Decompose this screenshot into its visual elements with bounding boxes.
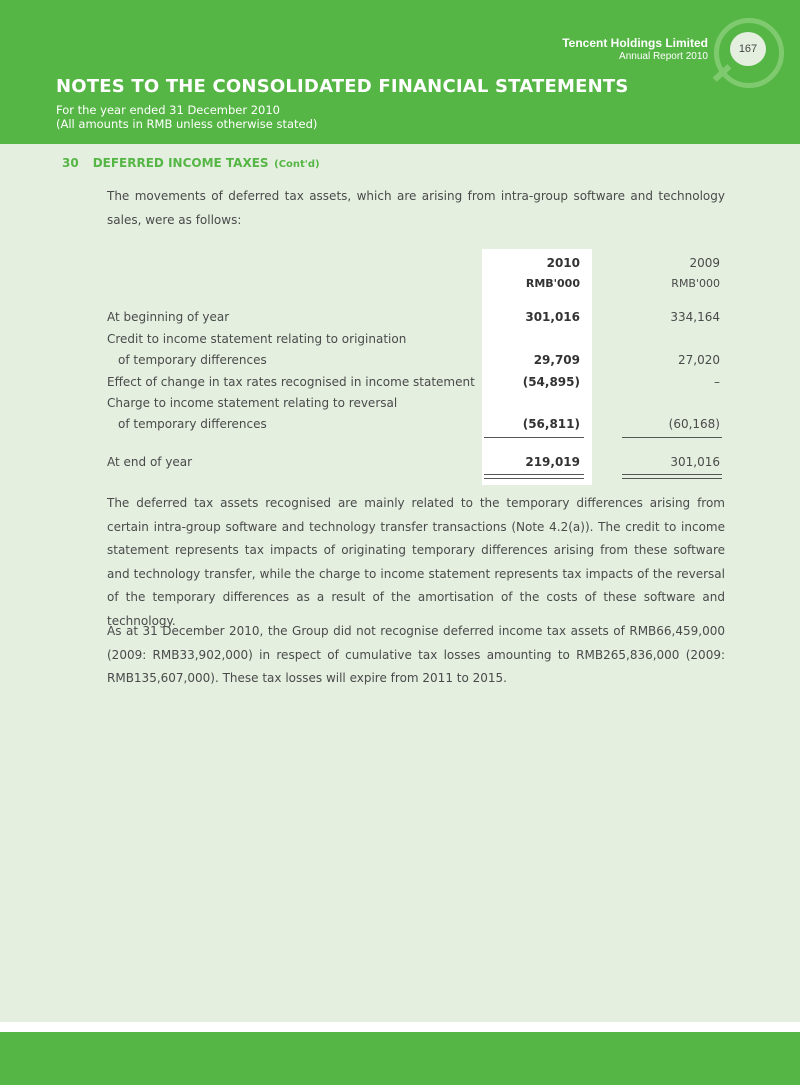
table-cell-2009: (60,168)	[668, 417, 720, 431]
table-row-label: Charge to income statement relating to reversal	[107, 396, 398, 410]
page-title: NOTES TO THE CONSOLIDATED FINANCIAL STATEMENTS	[56, 76, 629, 97]
table-cell-2009: 334,164	[670, 310, 720, 324]
table-cell-2009: –	[714, 375, 720, 389]
page-number: 167	[730, 32, 766, 66]
total-rule-bottom-2009	[622, 478, 722, 479]
brand-block	[562, 36, 708, 63]
table-row-label: of temporary differences	[118, 417, 267, 431]
unit-header-2010: RMB'000	[525, 277, 580, 290]
subtitle-line-1: For the year ended 31 December 2010	[56, 103, 281, 117]
total-rule-bottom-2010	[484, 478, 584, 479]
column-header-2009: 2009	[689, 256, 720, 270]
table-cell-2009: 27,020	[678, 353, 720, 367]
page-footer	[0, 1032, 800, 1085]
section-heading	[62, 152, 320, 171]
table-row-label: of temporary differences	[118, 353, 267, 367]
table-cell-2010: (54,895)	[522, 375, 580, 389]
table-row-label: Credit to income statement relating to origination	[107, 332, 407, 346]
page-header	[0, 0, 800, 144]
page-subtitle	[56, 103, 317, 131]
report-name: Annual Report 2010	[619, 51, 708, 62]
subtitle-line-2: (All amounts in RMB unless otherwise stated)	[56, 117, 318, 131]
unit-header-2009: RMB'000	[671, 277, 720, 290]
section-continued: (Cont'd)	[274, 159, 320, 170]
explanation-paragraph: The deferred tax assets recognised are mainly related to the temporary differences arising from certain intra-group software and technology transfer transactions (Note 4.2(a)). The credit to income statement represents tax impacts of originating temporary differences arising from these software and technology transfer, while the charge to income statement represents tax impacts of the reversal of the temporary differences as a result of the amortisation of the costs of these software and technology.	[107, 496, 725, 628]
total-rule-top-2009	[622, 474, 722, 475]
subtotal-rule-2010	[484, 437, 584, 438]
column-header-2010: 2010	[546, 256, 580, 270]
table-cell-2010: 219,019	[525, 455, 580, 469]
section-number: 30	[62, 156, 79, 170]
table-row-label: At beginning of year	[107, 310, 230, 324]
subtotal-rule-2009	[622, 437, 722, 438]
total-rule-top-2010	[484, 474, 584, 475]
company-name: Tencent Holdings Limited	[562, 36, 708, 50]
table-cell-2010: 29,709	[533, 353, 580, 367]
intro-paragraph: The movements of deferred tax assets, which are arising from intra-group software and technology sales, were as follows:	[107, 189, 725, 227]
table-row-label: Effect of change in tax rates recognised in income statement	[107, 375, 475, 389]
section-title: DEFERRED INCOME TAXES	[92, 156, 269, 170]
table-row-label: At end of year	[107, 455, 193, 469]
footer-divider	[0, 1022, 800, 1032]
table-cell-2010: (56,811)	[522, 417, 580, 431]
table-cell-2010: 301,016	[525, 310, 580, 324]
table-cell-2009: 301,016	[670, 455, 720, 469]
tax-losses-paragraph: As at 31 December 2010, the Group did not recognise deferred income tax assets of RMB66,459,000 (2009: RMB33,902,000) in respect of cumulative tax losses amounting to RMB265,836,000 (2009: RMB135,607,000). These tax losses will expire from 2011 to 2015.	[107, 624, 725, 685]
